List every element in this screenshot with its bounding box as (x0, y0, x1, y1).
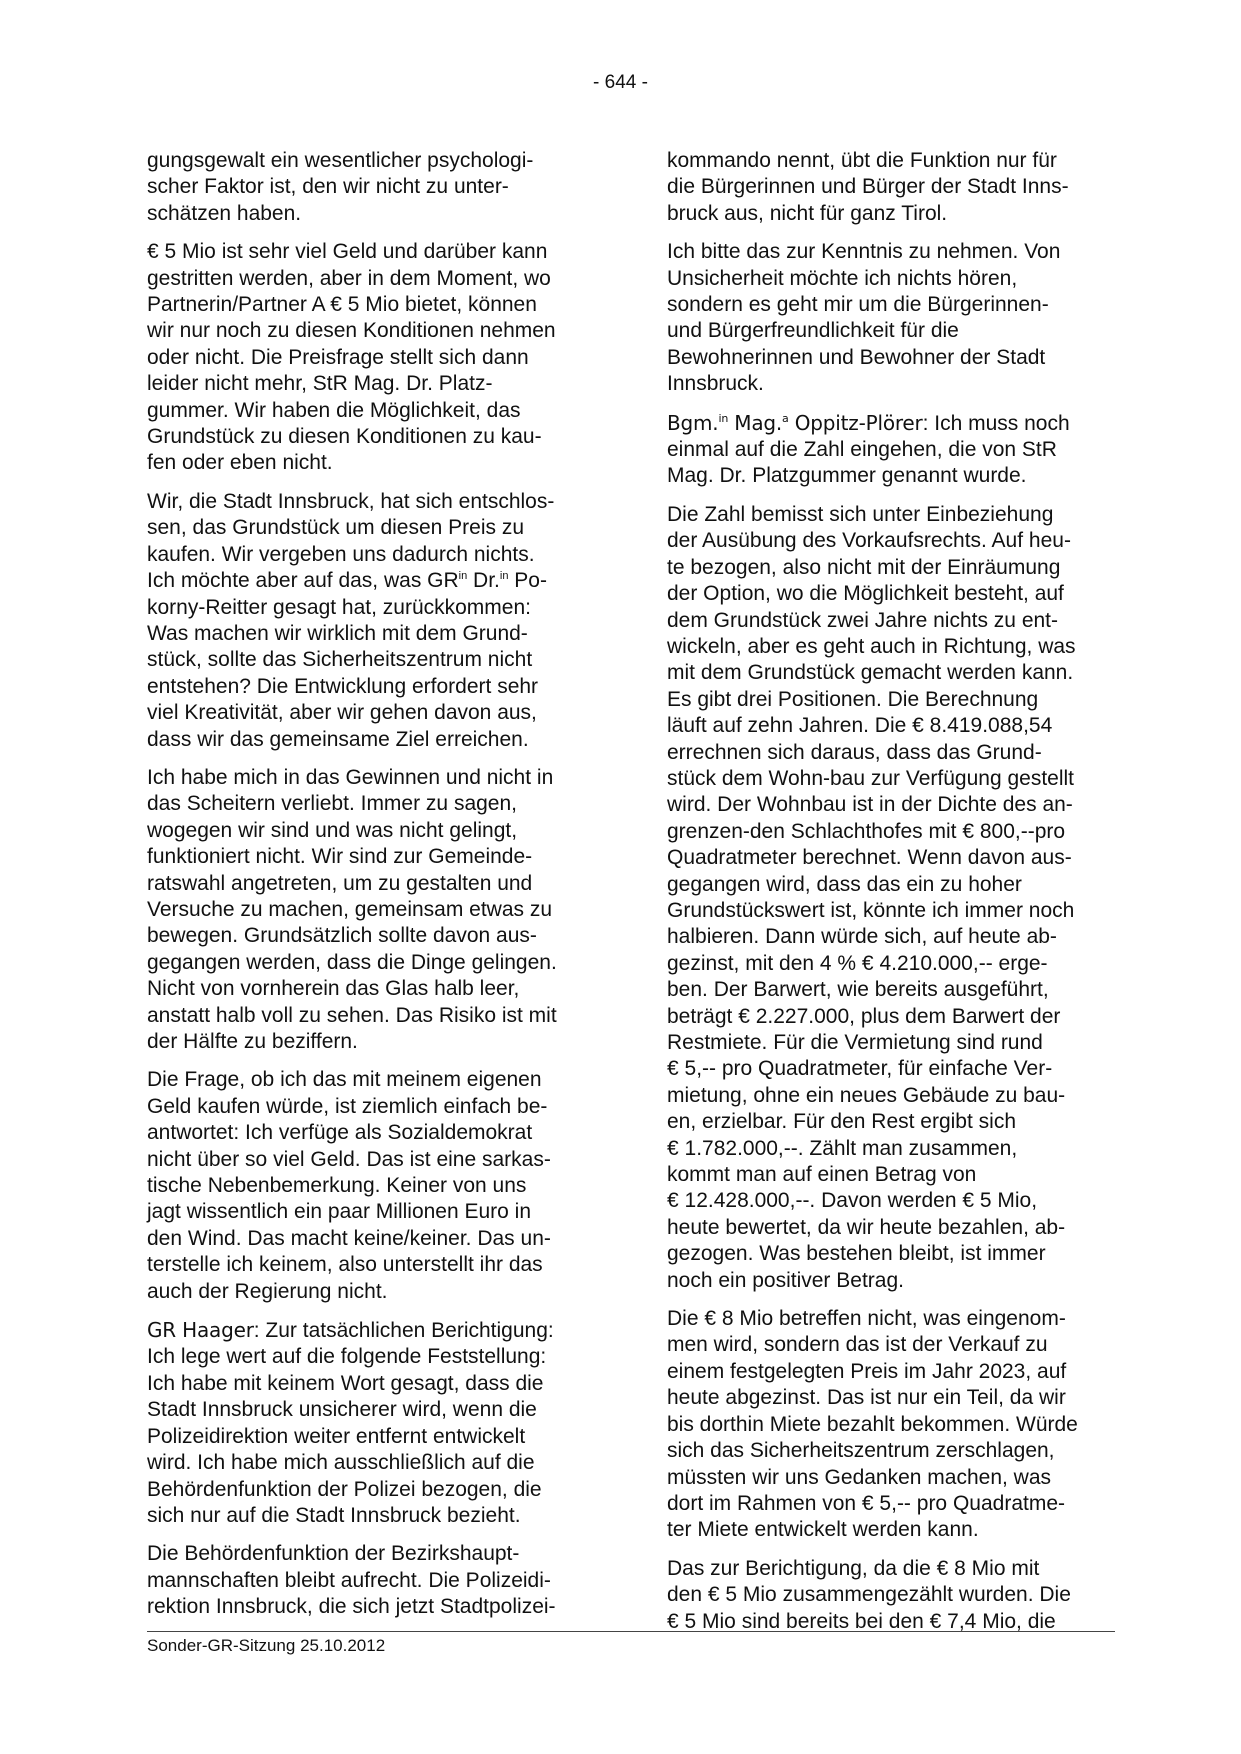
text-line: müssten wir uns Gedanken machen, was (667, 1465, 1052, 1489)
text-line: grenzen-den Schlachthofes mit € 800,--pro (667, 819, 1066, 843)
left-column (147, 148, 593, 1633)
text-line: kommt man auf einen Betrag von (667, 1163, 977, 1187)
text-line: Ich habe mit keinem Wort gesagt, dass die (147, 1371, 544, 1395)
text-line: gegangen wird, dass das ein zu hoher (667, 872, 1022, 896)
text-line: nicht über so viel Geld. Das ist eine sarkas- (147, 1147, 551, 1171)
paragraph (667, 148, 1113, 227)
paragraph (667, 502, 1113, 1294)
text-line: € 12.428.000,--. Davon werden € 5 Mio, (667, 1189, 1038, 1213)
text-lines (667, 438, 1057, 487)
text-line: der Ausübung des Vorkaufsrechts. Auf heu- (667, 529, 1071, 553)
speaker-name: Bgm.$^{in}$ Mag.$^a$ Oppitz-Plörer (667, 410, 923, 435)
text-line: mit dem Grundstück gemacht werden kann. (667, 661, 1074, 685)
text-line: Die Behördenfunktion der Bezirkshaupt- (147, 1542, 520, 1566)
text-line: stück, sollte das Sicherheitszentrum nicht (147, 648, 533, 672)
text-line: noch ein positiver Betrag. (667, 1268, 904, 1292)
paragraph (667, 1306, 1113, 1544)
text-line: dass wir das gemeinsame Ziel erreichen. (147, 727, 529, 751)
text-line: entstehen? Die Entwicklung erfordert sehr (147, 674, 539, 698)
text-lines (147, 490, 554, 566)
text-line: wir nur noch zu diesen Konditionen nehmen (147, 319, 556, 343)
text-line: tische Nebenbemerkung. Keiner von uns (147, 1174, 527, 1198)
text-line: bruck aus, nicht für ganz Tirol. (667, 201, 948, 225)
text-line: Die € 8 Mio betreffen nicht, was eingenom- (667, 1307, 1066, 1331)
text-line: kaufen. Wir vergeben uns dadurch nichts. (147, 542, 535, 566)
text-line: wogegen wir sind und was nicht gelingt, (147, 818, 518, 842)
text-line: Geld kaufen würde, ist ziemlich einfach be- (147, 1094, 548, 1118)
text-line: € 1.782.000,--. Zählt man zusammen, (667, 1136, 1018, 1160)
text-line: € 5 Mio sind bereits bei den € 7,4 Mio, die (667, 1609, 1056, 1633)
text-line: Wir, die Stadt Innsbruck, hat sich entschlos- (147, 489, 555, 513)
text-line: funktioniert nicht. Wir sind zur Gemeinde- (147, 845, 533, 869)
paragraph (147, 489, 593, 753)
text-line: errechnen sich daraus, dass das Grund- (667, 740, 1042, 764)
text-line: die Bürgerinnen und Bürger der Stadt Inns- (667, 175, 1069, 199)
text-line: Es gibt drei Positionen. Die Berechnung (667, 687, 1039, 711)
paragraph (147, 1067, 593, 1305)
paragraph (667, 410, 1113, 490)
text-line: sich nur auf die Stadt Innsbruck bezieht. (147, 1503, 521, 1527)
text-line: bis dorthin Miete bezahlt bekommen. Würde (667, 1412, 1078, 1436)
text-line: korny-Reitter gesagt hat, zurückkommen: (147, 595, 531, 619)
text-line: den € 5 Mio zusammengezählt wurden. Die (667, 1583, 1071, 1607)
text-line: heute abgezinst. Das ist nur ein Teil, da wir (667, 1386, 1066, 1410)
text-line: rektion Innsbruck, die sich jetzt Stadtpolizei- (147, 1595, 556, 1619)
text-line: oder nicht. Die Preisfrage stellt sich dann (147, 345, 529, 369)
text-line: der Option, wo die Möglichkeit besteht, auf (667, 582, 1064, 606)
text-line: Innsbruck. (667, 372, 764, 396)
text-line: viel Kreativität, aber wir gehen davon aus, (147, 701, 537, 725)
paragraph (147, 239, 593, 477)
paragraph (667, 239, 1113, 397)
text-line: leider nicht mehr, StR Mag. Dr. Platz- (147, 372, 493, 396)
text-line: Nicht von vornherein das Glas halb leer, (147, 977, 520, 1001)
text-line: Versuche zu machen, gemeinsam etwas zu (147, 897, 553, 921)
right-column (667, 148, 1113, 1647)
text-line: wickeln, aber es geht auch in Richtung, was (667, 634, 1076, 658)
text-line: gummer. Wir haben die Möglichkeit, das (147, 398, 521, 422)
text-line: der Hälfte zu beziffern. (147, 1030, 358, 1053)
text-line: terstelle ich keinem, also unterstellt ihr das (147, 1253, 543, 1277)
text-line: heute bewertet, da wir heute bezahlen, ab- (667, 1215, 1066, 1239)
text-line: auch der Regierung nicht. (147, 1279, 388, 1303)
text-line: Partnerin/Partner A € 5 Mio bietet, können (147, 293, 537, 317)
text-line: beträgt € 2.227.000, plus dem Barwert der (667, 1004, 1061, 1028)
text-line: einem festgelegten Preis im Jahr 2023, auf (667, 1359, 1067, 1383)
text-line: dem Grundstück zwei Jahre nichts zu ent- (667, 608, 1059, 632)
text-line: jagt wissentlich ein paar Millionen Euro in (147, 1200, 532, 1224)
text-line: : Ich muss noch (922, 411, 1070, 435)
text-line: Die Zahl bemisst sich unter Einbeziehung (667, 502, 1054, 526)
text-line: gegangen werden, dass die Dinge gelingen. (147, 950, 557, 974)
text-line: schätzen haben. (147, 201, 302, 225)
paragraph (147, 1317, 593, 1529)
text-line: stück dem Wohn-bau zur Verfügung gestellt (667, 766, 1075, 790)
footer-session-label: Sonder-GR-Sitzung 25.10.2012 (147, 1636, 386, 1655)
text-line: Grundstückswert ist, könnte ich immer noch (667, 898, 1075, 922)
text-line: scher Faktor ist, den wir nicht zu unter- (147, 175, 509, 199)
text-line: Stadt Innsbruck unsicherer wird, wenn die (147, 1398, 537, 1422)
page-number: - 644 - (593, 72, 648, 93)
text-line: einmal auf die Zahl eingehen, die von StR (667, 438, 1057, 462)
paragraph (667, 1556, 1113, 1635)
text-line: dort im Rahmen von € 5,-- pro Quadratme- (667, 1491, 1065, 1515)
text-line: Ich bitte das zur Kenntnis zu nehmen. Von (667, 240, 1061, 264)
text-line: Mag. Dr. Platzgummer genannt wurde. (667, 464, 1027, 488)
text-line: Was machen wir wirklich mit dem Grund- (147, 621, 528, 645)
text-line: Polizeidirektion weiter entfernt entwickelt (147, 1424, 526, 1448)
text-line: bewegen. Grundsätzlich sollte davon aus- (147, 924, 537, 948)
text-line: gungsgewalt ein wesentlicher psychologi- (147, 149, 534, 172)
text-line: antwortet: Ich verfüge als Sozialdemokrat (147, 1121, 533, 1145)
text-line: wird. Ich habe mich ausschließlich auf die (147, 1451, 535, 1475)
text-line: Das zur Berichtigung, da die € 8 Mio mit (667, 1556, 1040, 1580)
text-line: Quadratmeter berechnet. Wenn davon aus- (667, 846, 1072, 870)
text-lines (147, 596, 538, 751)
text-line: gezinst, mit den 4 % € 4.210.000,-- erge- (667, 951, 1048, 975)
text-line: Bewohnerinnen und Bewohner der Stadt (667, 345, 1046, 369)
text-line: Ich habe mich in das Gewinnen und nicht in (147, 765, 554, 789)
text-line: € 5,-- pro Quadratmeter, für einfache Ver- (667, 1057, 1053, 1081)
text-line: en, erzielbar. Für den Rest ergibt sich (667, 1110, 1017, 1134)
text-line: sondern es geht mir um die Bürgerinnen- (667, 293, 1049, 317)
text-line: wird. Der Wohnbau ist in der Dichte des an- (667, 793, 1073, 817)
text-line: ben. Der Barwert, wie bereits ausgeführt, (667, 978, 1049, 1002)
text-line: Die Frage, ob ich das mit meinem eigenen (147, 1068, 542, 1092)
text-line: sen, das Grundstück um diesen Preis zu (147, 516, 525, 540)
text-lines (147, 1345, 546, 1526)
text-line: mannschaften bleibt aufrecht. Die Polizeidi- (147, 1568, 551, 1592)
text-line: gezogen. Was bestehen bleibt, ist immer (667, 1242, 1046, 1266)
text-line: Ich möchte aber auf das, was $GR^{in}$ Dr.$^{in}$ Po- (147, 569, 547, 593)
text-line: Unsicherheit möchte ich nichts hören, (667, 266, 1018, 290)
text-line: te bezogen, also nicht mit der Einräumung (667, 555, 1061, 579)
text-line: Ich lege wert auf die folgende Feststellung: (147, 1345, 547, 1369)
text-line: gestritten werden, aber in dem Moment, wo (147, 266, 551, 290)
text-line: ter Miete entwickelt werden kann. (667, 1518, 979, 1542)
text-line: läuft auf zehn Jahren. Die € 8.419.088,54 (667, 714, 1053, 738)
text-line: men wird, sondern das ist der Verkauf zu (667, 1333, 1048, 1357)
text-line: halbieren. Dann würde sich, auf heute ab- (667, 925, 1057, 949)
paragraph (147, 148, 593, 227)
paragraph (147, 765, 593, 1055)
text-line: ratswahl angetreten, um zu gestalten und (147, 871, 533, 895)
text-line: den Wind. Das macht keine/keiner. Das un- (147, 1226, 551, 1250)
speaker-name: GR Haager (147, 1318, 254, 1343)
text-line: Behördenfunktion der Polizei bezogen, die (147, 1477, 542, 1501)
text-line: sich das Sicherheitszentrum zerschlagen, (667, 1439, 1055, 1463)
text-line: Grundstück zu diesen Konditionen zu kau- (147, 425, 542, 449)
footer-divider (147, 1631, 1115, 1632)
paragraph (147, 1541, 593, 1620)
text-line: : Zur tatsächlichen Berichtigung: (253, 1319, 554, 1343)
text-line: mietung, ohne ein neues Gebäude zu bau- (667, 1083, 1066, 1107)
text-line: und Bürgerfreundlichkeit für die (667, 319, 959, 343)
text-line: € 5 Mio ist sehr viel Geld und darüber kann (147, 240, 548, 264)
text-line: das Scheitern verliebt. Immer zu sagen, (147, 792, 518, 816)
text-line: Restmiete. Für die Vermietung sind rund (667, 1031, 1043, 1054)
text-line: kommando nennt, übt die Funktion nur für (667, 149, 1057, 172)
text-line: fen oder eben nicht. (147, 451, 333, 475)
text-line: anstatt halb voll zu sehen. Das Risiko ist mit (147, 1003, 557, 1027)
